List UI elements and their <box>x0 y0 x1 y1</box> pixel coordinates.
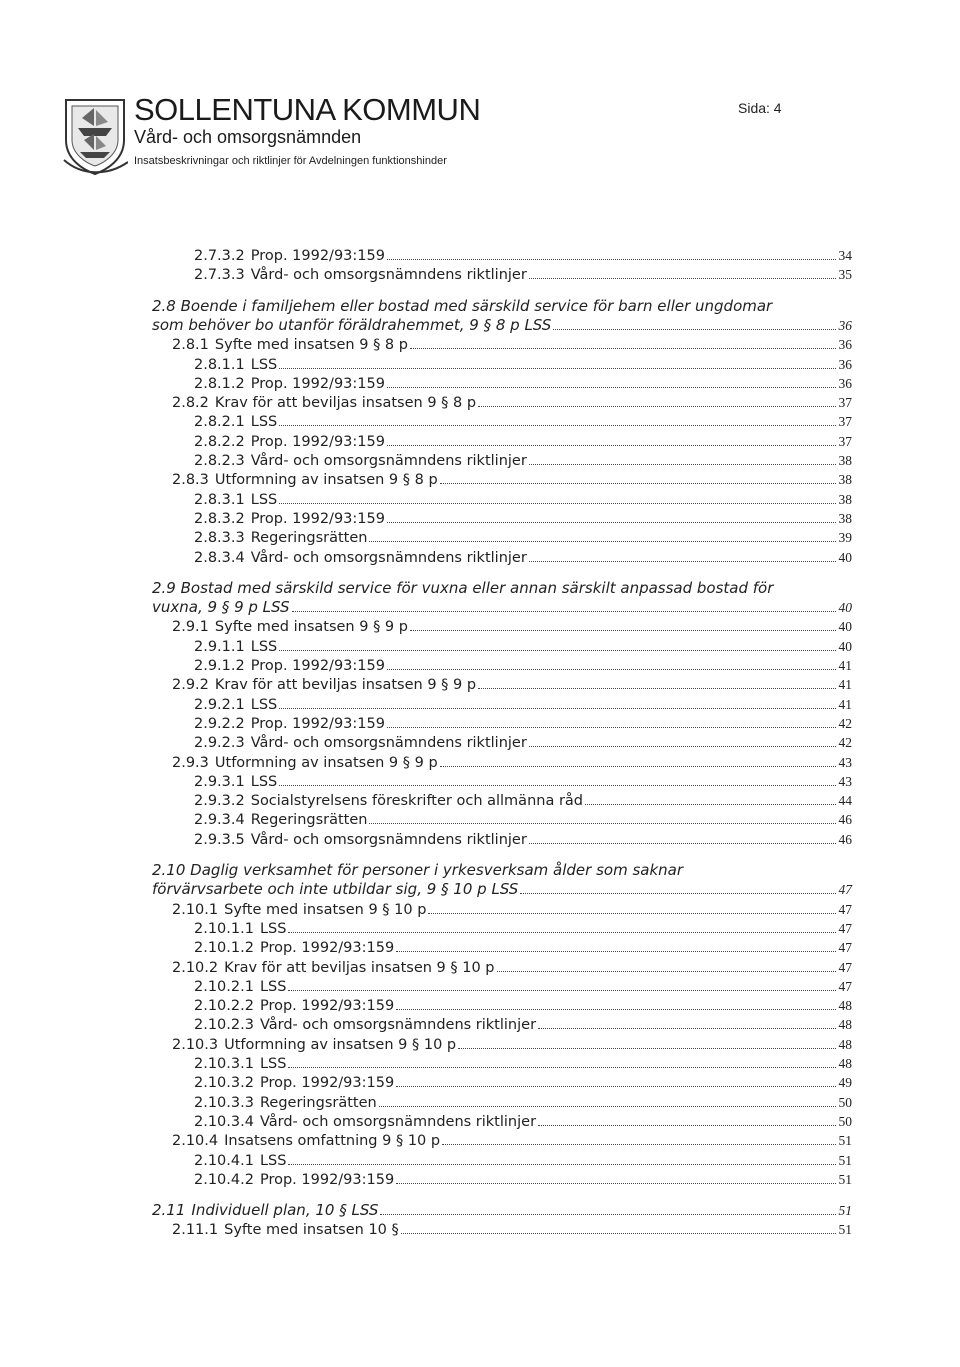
toc-page-number: 46 <box>838 831 852 847</box>
toc-entry[interactable] <box>194 830 852 850</box>
toc-entry[interactable] <box>194 996 852 1016</box>
toc-entry[interactable] <box>194 374 852 394</box>
toc-page-number: 50 <box>838 1094 852 1110</box>
toc-page-number: 36 <box>838 337 852 353</box>
toc-number: 2.10.1 <box>172 901 219 918</box>
toc-number: 2.8.2.1 <box>194 414 245 431</box>
toc-number: 2.9.3.4 <box>194 812 245 829</box>
toc-entry[interactable] <box>194 1112 852 1132</box>
toc-title: Vård- och omsorgsnämndens riktlinjer <box>250 453 527 469</box>
toc-number: 2.8.3.2 <box>194 510 245 527</box>
toc-title: Daglig verksamhet för personer i yrkesverksam ålder som saknar <box>185 861 684 879</box>
toc-title: Prop. 1992/93:159 <box>250 248 385 264</box>
dot-leader <box>410 348 836 349</box>
toc-number: 2.9.3.2 <box>194 793 245 810</box>
toc-entry[interactable] <box>194 1015 852 1035</box>
toc-title: LSS <box>259 920 287 937</box>
dot-leader <box>553 329 836 330</box>
toc-number: 2.8.3.4 <box>194 549 245 566</box>
dot-leader <box>410 630 836 631</box>
dot-leader <box>279 425 836 426</box>
toc-page-number: 37 <box>838 414 852 430</box>
toc-number: 2.10.2.2 <box>194 998 254 1015</box>
dot-leader <box>497 971 837 972</box>
toc-title: Prop. 1992/93:159 <box>250 510 385 527</box>
toc-title: Krav för att beviljas insatsen 9 § 10 p <box>224 959 495 976</box>
toc-title: Insatsens omfattning 9 § 10 p <box>224 1133 441 1150</box>
toc-title: Syfte med insatsen 9 § 9 p <box>214 619 408 636</box>
toc-title: Prop. 1992/93:159 <box>250 658 385 674</box>
toc-page-number: 38 <box>838 453 852 468</box>
toc-entry[interactable] <box>194 791 852 811</box>
toc-number: 2.9.2 <box>172 677 209 694</box>
toc-number: 2.9.2.1 <box>194 696 245 713</box>
toc-title: Bostad med särskild service för vuxna eller annan särskilt anpassad bostad för <box>175 578 774 597</box>
dot-leader <box>478 406 836 407</box>
toc-page-number: 41 <box>838 677 852 693</box>
toc-number: 2.9 <box>152 578 176 597</box>
dot-leader <box>288 1164 836 1165</box>
toc-page-number: 37 <box>838 433 852 449</box>
dot-leader <box>478 688 836 689</box>
toc-page-number: 47 <box>838 959 852 975</box>
dot-leader <box>387 522 836 523</box>
toc-page-number: 48 <box>838 1056 852 1071</box>
page-header <box>62 92 922 182</box>
toc-section-entry[interactable] <box>152 1201 852 1220</box>
toc-page-number: 48 <box>838 1036 852 1052</box>
toc-page-number: 51 <box>838 1133 852 1149</box>
toc-entry[interactable] <box>172 617 852 637</box>
toc-page-number: 40 <box>838 638 852 654</box>
dot-leader <box>529 278 836 279</box>
toc-title: LSS <box>250 638 278 655</box>
toc-number: 2.9.1.1 <box>194 638 245 655</box>
toc-number: 2.9.2.3 <box>194 735 245 752</box>
toc-number: 2.8.2.2 <box>194 433 245 450</box>
toc-entry[interactable] <box>194 451 852 471</box>
toc-page-number: 51 <box>838 1203 852 1219</box>
toc-title: LSS <box>250 414 278 431</box>
toc-entry[interactable] <box>194 810 852 830</box>
toc-page-number: 38 <box>838 472 852 488</box>
toc-number: 2.8.3 <box>172 472 209 489</box>
toc-entry[interactable] <box>194 1093 852 1113</box>
dot-leader <box>387 387 836 388</box>
dot-leader <box>387 259 836 260</box>
toc-number: 2.8.3.1 <box>194 491 245 508</box>
toc-title: Syfte med insatsen 9 § 10 p <box>224 901 427 918</box>
toc-section-entry[interactable] <box>152 880 852 899</box>
toc-entry[interactable] <box>194 656 852 676</box>
dot-leader <box>288 1067 836 1068</box>
toc-page-number: 39 <box>838 530 852 546</box>
toc-number: 2.10.3.1 <box>194 1056 254 1072</box>
toc-title: Utformning av insatsen 9 § 10 p <box>224 1036 457 1053</box>
toc-page-number: 51 <box>838 1222 852 1238</box>
toc-entry[interactable] <box>172 1220 852 1240</box>
toc-page-number: 47 <box>838 940 852 956</box>
toc-page-number: 37 <box>838 395 852 411</box>
toc-number: 2.9.3 <box>172 754 209 771</box>
toc-title: LSS <box>250 773 278 790</box>
toc-entry[interactable] <box>194 412 852 432</box>
toc-section-heading[interactable] <box>152 861 683 880</box>
toc-entry[interactable] <box>194 490 852 510</box>
dot-leader <box>529 464 836 465</box>
toc-entry[interactable] <box>194 548 852 568</box>
toc-page-number: 48 <box>838 998 852 1014</box>
toc-title: Vård- och omsorgsnämndens riktlinjer <box>250 831 527 848</box>
toc-page-number: 36 <box>838 375 852 391</box>
dot-leader <box>396 1183 836 1184</box>
toc-number: 2.10.3.2 <box>194 1075 254 1092</box>
toc-number: 2.10.3.4 <box>194 1113 254 1130</box>
toc-number: 2.8 <box>152 296 176 315</box>
toc-number: 2.8.1.2 <box>194 375 245 392</box>
toc-number: 2.7.3.2 <box>194 248 245 264</box>
toc-entry[interactable] <box>172 470 852 490</box>
toc-page-number: 43 <box>838 754 852 770</box>
toc-entry[interactable] <box>194 1054 852 1074</box>
dot-leader <box>440 483 836 484</box>
toc-page-number: 38 <box>838 510 852 526</box>
toc-page-number: 40 <box>838 619 852 635</box>
toc-number: 2.10.3 <box>172 1036 219 1053</box>
toc-title-continuation: förvärvsarbete och inte utbildar sig, 9 § 10 p LSS <box>152 880 519 899</box>
toc-entry[interactable] <box>172 335 852 355</box>
dot-leader <box>529 843 836 844</box>
toc-number: 2.10.3.3 <box>194 1094 254 1111</box>
toc-title: Prop. 1992/93:159 <box>259 998 395 1015</box>
toc-page-number: 36 <box>838 356 852 372</box>
organization-name: SOLLENTUNA KOMMUN <box>134 92 481 127</box>
toc-number: 2.8.1 <box>172 337 209 354</box>
toc-title: LSS <box>259 1152 287 1169</box>
toc-title: Prop. 1992/93:159 <box>259 1075 395 1092</box>
toc-number: 2.10 <box>152 861 186 879</box>
dot-leader <box>538 1125 836 1126</box>
toc-page-number: 44 <box>838 793 852 809</box>
toc-title: LSS <box>259 978 287 995</box>
toc-title-continuation: vuxna, 9 § 9 p LSS <box>152 598 290 617</box>
toc-page-number: 40 <box>838 549 852 565</box>
toc-number: 2.10.4.1 <box>194 1152 254 1169</box>
toc-entry[interactable] <box>172 675 852 695</box>
toc-page-number: 42 <box>838 715 852 731</box>
toc-number: 2.8.3.3 <box>194 530 245 547</box>
toc-number: 2.10.2.1 <box>194 978 254 995</box>
toc-title: Vård- och omsorgsnämndens riktlinjer <box>250 549 527 566</box>
toc-number: 2.10.1.2 <box>194 940 254 957</box>
toc-page-number: 50 <box>838 1113 852 1129</box>
toc-title: Vård- och omsorgsnämndens riktlinjer <box>250 735 527 752</box>
toc-entry[interactable] <box>194 509 852 529</box>
dot-leader <box>428 913 836 914</box>
toc-number: 2.11.1 <box>172 1222 219 1239</box>
dot-leader <box>387 445 836 446</box>
toc-page-number: 35 <box>838 267 852 283</box>
dot-leader <box>279 708 836 709</box>
toc-page-number: 47 <box>838 920 852 936</box>
toc-title: Krav för att beviljas insatsen 9 § 8 p <box>214 395 477 412</box>
toc-title: Prop. 1992/93:159 <box>259 940 395 957</box>
toc-entry[interactable] <box>194 265 852 285</box>
toc-title: Regeringsrätten <box>250 530 368 547</box>
toc-number: 2.10.4 <box>172 1133 219 1150</box>
dot-leader <box>396 951 836 952</box>
toc-title: Socialstyrelsens föreskrifter och allmänna råd <box>250 793 583 810</box>
toc-entry[interactable] <box>194 355 852 375</box>
dot-leader <box>279 650 836 651</box>
toc-title: Syfte med insatsen 10 § <box>224 1222 399 1239</box>
page-number-label: Sida: 4 <box>738 100 782 116</box>
toc-entry[interactable] <box>194 1151 852 1171</box>
toc-number: 2.10.2 <box>172 959 219 976</box>
toc-number: 2.9.3.5 <box>194 831 245 848</box>
toc-page-number: 41 <box>838 696 852 712</box>
dot-leader <box>442 1144 836 1145</box>
toc-entry[interactable] <box>194 733 852 753</box>
toc-title: LSS <box>250 491 278 508</box>
toc-number: 2.9.2.2 <box>194 715 245 732</box>
toc-title: LSS <box>250 696 278 713</box>
dot-leader <box>279 503 836 504</box>
toc-entry[interactable] <box>194 246 852 266</box>
toc-title: Utformning av insatsen 9 § 9 p <box>214 754 438 771</box>
toc-title: Regeringsrätten <box>250 812 368 829</box>
dot-leader <box>369 823 836 824</box>
toc-title: Vård- och omsorgsnämndens riktlinjer <box>259 1017 537 1034</box>
dot-leader <box>529 746 836 747</box>
toc-entry[interactable] <box>194 938 852 958</box>
dot-leader <box>529 561 836 562</box>
toc-entry[interactable] <box>194 695 852 715</box>
dot-leader <box>288 932 836 933</box>
toc-page-number: 46 <box>838 812 852 828</box>
toc-entry[interactable] <box>172 753 852 773</box>
toc-title: LSS <box>250 356 278 373</box>
toc-section-heading[interactable] <box>152 579 773 598</box>
toc-entry[interactable] <box>194 977 852 997</box>
dot-leader <box>369 541 836 542</box>
toc-title: Vård- och omsorgsnämndens riktlinjer <box>259 1113 537 1130</box>
toc-title: Boende i familjehem eller bostad med särskild service för barn eller ungdomar <box>175 296 773 315</box>
toc-page-number: 38 <box>838 491 852 507</box>
toc-entry[interactable] <box>194 432 852 452</box>
toc-entry[interactable] <box>194 1073 852 1093</box>
toc-title: Regeringsrätten <box>259 1094 377 1111</box>
toc-title: Syfte med insatsen 9 § 8 p <box>214 337 408 354</box>
dot-leader <box>292 611 836 612</box>
toc-entry[interactable] <box>194 1170 852 1190</box>
toc-page-number: 47 <box>838 901 852 917</box>
toc-section-heading[interactable] <box>152 297 772 316</box>
dot-leader <box>440 766 836 767</box>
toc-page-number: 51 <box>838 1152 852 1168</box>
dot-leader <box>396 1009 836 1010</box>
dot-leader <box>585 804 836 805</box>
toc-number: 2.9.1 <box>172 619 209 636</box>
dot-leader <box>379 1106 836 1107</box>
toc-entry[interactable] <box>194 772 852 792</box>
toc-number: 2.7.3.3 <box>194 267 245 284</box>
dot-leader <box>401 1233 836 1234</box>
toc-entry[interactable] <box>194 637 852 657</box>
toc-title: Prop. 1992/93:159 <box>259 1171 395 1188</box>
toc-title: Prop. 1992/93:159 <box>250 715 385 732</box>
toc-title: Krav för att beviljas insatsen 9 § 9 p <box>214 677 477 694</box>
toc-page-number: 49 <box>838 1075 852 1091</box>
toc-number: 2.8.1.1 <box>194 356 245 373</box>
toc-entry[interactable] <box>172 393 852 413</box>
toc-number: 2.10.4.2 <box>194 1171 254 1188</box>
toc-page-number: 48 <box>838 1017 852 1033</box>
toc-number: 2.10.2.3 <box>194 1017 254 1034</box>
toc-page-number: 42 <box>838 735 852 751</box>
toc-section-entry[interactable] <box>152 316 852 335</box>
toc-entry[interactable] <box>194 528 852 548</box>
toc-entry[interactable] <box>194 919 852 939</box>
toc-entry[interactable] <box>172 1131 852 1151</box>
toc-page-number: 34 <box>838 248 852 263</box>
toc-entry[interactable] <box>194 714 852 734</box>
toc-page-number: 51 <box>838 1171 852 1187</box>
toc-number: 2.10.1.1 <box>194 920 254 937</box>
dot-leader <box>520 893 836 894</box>
dot-leader <box>279 785 836 786</box>
dot-leader <box>387 669 836 670</box>
toc-number: 2.11 <box>152 1201 186 1220</box>
toc-entry[interactable] <box>172 900 852 920</box>
dot-leader <box>288 990 836 991</box>
toc-entry[interactable] <box>172 1035 852 1055</box>
dot-leader <box>538 1028 836 1029</box>
toc-number: 2.9.3.1 <box>194 773 245 790</box>
toc-page-number: 41 <box>838 658 852 673</box>
municipal-coat-of-arms-icon <box>62 96 128 176</box>
toc-page-number: 40 <box>838 600 852 616</box>
document-subtitle: Insatsbeskrivningar och riktlinjer för Avdelningen funktionshinder <box>134 155 447 167</box>
toc-number: 2.9.1.2 <box>194 658 245 674</box>
toc-number: 2.8.2 <box>172 395 209 412</box>
toc-title: Utformning av insatsen 9 § 8 p <box>214 472 438 489</box>
toc-title-continuation: som behöver bo utanför föräldrahemmet, 9 § 8 p LSS <box>152 315 552 334</box>
toc-title: Individuell plan, 10 § LSS <box>191 1201 379 1220</box>
department-name: Vård- och omsorgsnämnden <box>134 127 362 147</box>
toc-page-number: 36 <box>838 317 852 333</box>
toc-section-entry[interactable] <box>152 598 852 617</box>
toc-entry[interactable] <box>172 958 852 978</box>
toc-page-number: 47 <box>838 978 852 994</box>
toc-title: Prop. 1992/93:159 <box>250 375 385 392</box>
toc-number: 2.8.2.3 <box>194 453 245 469</box>
dot-leader <box>458 1048 836 1049</box>
dot-leader <box>279 368 836 369</box>
toc-title: Prop. 1992/93:159 <box>250 433 385 450</box>
dot-leader <box>396 1086 836 1087</box>
toc-page-number: 43 <box>838 773 852 789</box>
toc-page-number: 47 <box>838 882 852 898</box>
toc-title: Vård- och omsorgsnämndens riktlinjer <box>250 267 527 284</box>
dot-leader <box>380 1214 836 1215</box>
toc-title: LSS <box>259 1056 287 1072</box>
dot-leader <box>387 727 836 728</box>
